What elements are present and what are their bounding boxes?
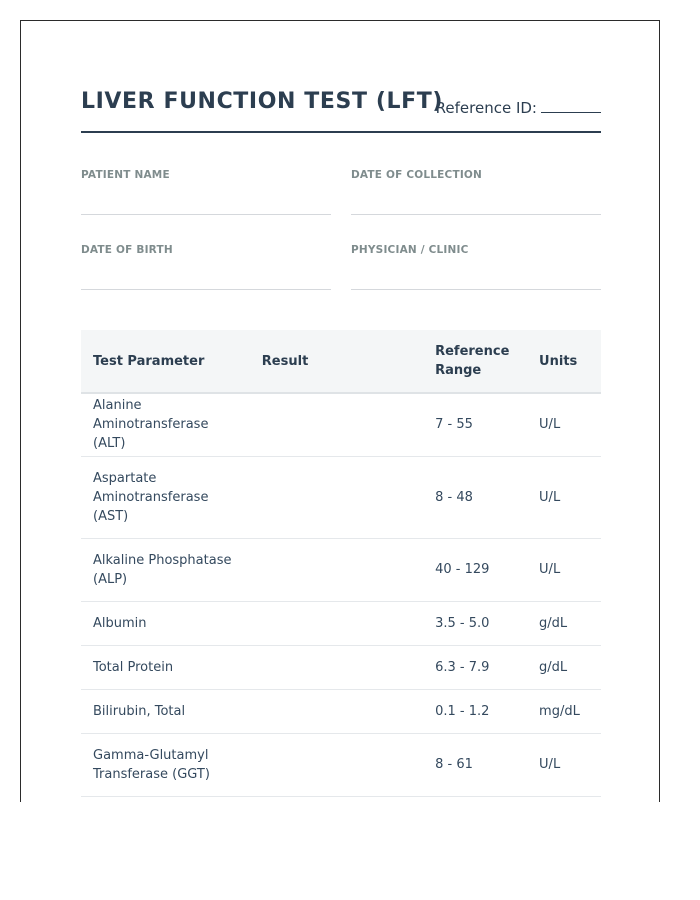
reference-id-label: Reference ID:: [435, 99, 537, 117]
row-result[interactable]: [250, 393, 423, 456]
row-parameter: Aspartate Aminotransferase (AST): [81, 456, 250, 538]
row-result[interactable]: [250, 689, 423, 733]
row-range: 8 - 48: [423, 456, 527, 538]
date-of-collection-label: DATE OF COLLECTION: [351, 169, 483, 181]
patient-name-field[interactable]: [81, 169, 331, 215]
reference-id-blank[interactable]: [541, 98, 601, 113]
header-reference-range: Reference Range: [423, 330, 527, 393]
row-parameter: Gamma-Glutamyl Transferase (GGT): [81, 733, 250, 796]
row-units: U/L: [527, 393, 601, 456]
row-result[interactable]: [250, 645, 423, 689]
form-header: [81, 89, 601, 133]
row-parameter: Albumin: [81, 601, 250, 645]
physician-clinic-label: PHYSICIAN / CLINIC: [351, 244, 469, 256]
reference-id: [436, 98, 601, 117]
row-units: g/dL: [527, 601, 601, 645]
row-result[interactable]: [250, 601, 423, 645]
row-range: 7 - 55: [423, 393, 527, 456]
row-range: 40 - 129: [423, 538, 527, 601]
row-units: mg/dL: [527, 689, 601, 733]
row-parameter: Total Protein: [81, 645, 250, 689]
row-result[interactable]: [250, 538, 423, 601]
row-range: 3.5 - 5.0: [423, 601, 527, 645]
row-result[interactable]: [250, 733, 423, 796]
table-header-row: [81, 330, 601, 393]
date-of-birth-label: DATE OF BIRTH: [81, 244, 173, 256]
table-row: [81, 538, 601, 601]
patient-name-label: PATIENT NAME: [81, 169, 170, 181]
table-row: [81, 601, 601, 645]
row-units: g/dL: [527, 645, 601, 689]
patient-name-line[interactable]: [81, 214, 331, 215]
header-units: Units: [527, 330, 601, 393]
row-range: 8 - 61: [423, 733, 527, 796]
date-of-collection-line[interactable]: [351, 214, 601, 215]
lft-results-table: [81, 330, 601, 797]
table-row: [81, 689, 601, 733]
physician-clinic-line[interactable]: [351, 289, 601, 290]
row-parameter: Alanine Aminotransferase (ALT): [81, 393, 250, 456]
row-units: U/L: [527, 538, 601, 601]
table-row: [81, 733, 601, 796]
lft-form-sheet: [20, 20, 660, 802]
row-parameter: Bilirubin, Total: [81, 689, 250, 733]
header-test-parameter: Test Parameter: [81, 330, 250, 393]
table-row: [81, 645, 601, 689]
table-row: [81, 393, 601, 456]
date-of-birth-field[interactable]: [81, 244, 331, 290]
table-row: [81, 456, 601, 538]
date-of-birth-line[interactable]: [81, 289, 331, 290]
row-parameter: Alkaline Phosphatase (ALP): [81, 538, 250, 601]
row-range: 6.3 - 7.9: [423, 645, 527, 689]
row-units: U/L: [527, 456, 601, 538]
row-range: 0.1 - 1.2: [423, 689, 527, 733]
physician-clinic-field[interactable]: [351, 244, 601, 290]
row-units: U/L: [527, 733, 601, 796]
row-result[interactable]: [250, 456, 423, 538]
header-result: Result: [250, 330, 423, 393]
form-title: LIVER FUNCTION TEST (LFT): [81, 89, 443, 114]
date-of-collection-field[interactable]: [351, 169, 601, 215]
